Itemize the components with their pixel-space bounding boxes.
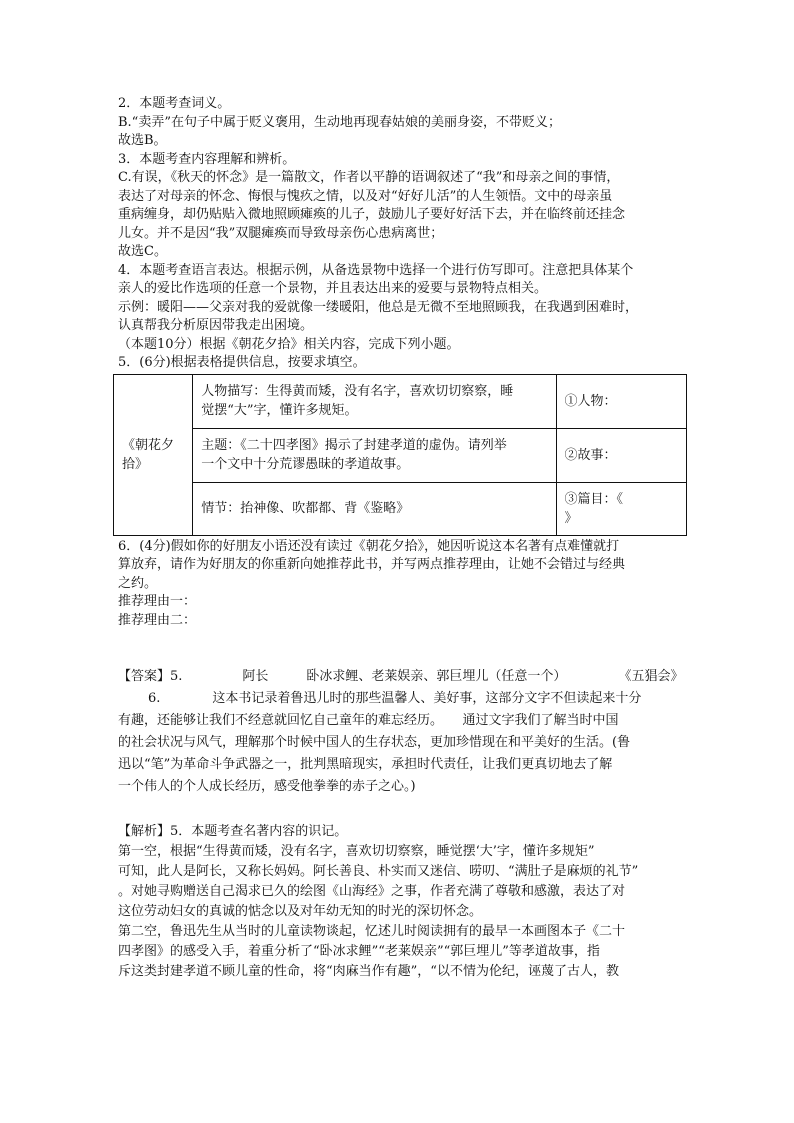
question-5-prompt: 5．(6分)根据表格提供信息，按要求填空。 [118,355,366,370]
document-page [118,95,688,982]
analysis-text: 斥这类封建孝道不顾儿童的性命，将“肉麻当作有趣”，“以不情为伦纪，诬蔑了古人，教 [118,964,619,979]
answer-blank-3: 《五猖会》 [618,669,684,684]
reason-two-label: 推荐理由二： [118,612,197,628]
analysis-text: 第二空，鲁迅先生从当时的儿童读物谈起，忆述儿时阅读拥有的最早一本画图本子《二十 [118,924,626,939]
analysis-text: 四孝图》的感受入手，着重分析了“卧冰求鲤”“老莱娱亲”“郭巨埋儿”等孝道故事，指 [118,944,600,959]
answer-blank-label: ①人物： [564,393,617,409]
description-cell [193,482,556,535]
text-line: C.有误，《秋天的怀念》是一篇散文，作者以平静的语调叙述了“我”和母亲之间的事情， [118,170,620,185]
answer-blank-label: ③篇目：《 [564,491,624,507]
description-text: 主题：《二十四孝图》揭示了封建孝道的虚伪。请列举 [201,438,507,453]
answer-blank-cell[interactable] [556,428,686,482]
answer-label: 【答案】5. [118,669,183,684]
text-line: 之约。 [118,575,158,591]
answer-blank-cell[interactable] [556,482,686,535]
table-row [114,482,687,535]
answer-question-number: 6. [148,691,161,706]
answer-explanations-2-4 [118,95,688,373]
text-line: 儿女。并不是因“我”双腿瘫痪而导致母亲伤心患病离世； [118,225,444,241]
text-line: 重病缠身，却仍贴贴入微地照顾瘫痪的儿子，鼓励儿子要好好活下去，并在临终前还挂念 [118,207,626,222]
text-line: B.“卖弄”在句子中属于贬义褒用，生动地再现春姑娘的美丽身姿，不带贬义； [118,114,561,130]
answer-blank-label: ②故事： [564,447,617,463]
analysis-text: 可知，此人是阿长，又称长妈妈。阿长善良、朴实而又迷信、唠叨、“满肚子是麻烦的礼节” [118,864,639,879]
text-line: 亲人的爱比作选项的任意一个景物，并且表达出来的爱要与景物特点相关。 [118,281,548,296]
analysis-text: 第一空，根据“生得黄而矮，没有名字，喜欢切切察察，睡觉摆‘大’字，懂许多规矩” [118,844,595,859]
analysis-text: 这位劳动妇女的真诚的惦念以及对年幼无知的时光的深切怀念。 [118,904,483,919]
analysis-section [118,822,688,982]
answer-text: 一个伟人的个人成长经历，感受他拳拳的赤子之心。) [118,779,416,794]
question-5-table [113,374,687,536]
text-line: 故选B。 [118,133,167,148]
description-text: 一个文中十分荒谬愚昧的孝道故事。 [201,457,410,472]
answer-blank-cell[interactable] [556,374,686,428]
book-title-cell [114,374,193,535]
answer-text: 有趣，还能够让我们不经意就回忆自己童年的难忘经历。 通过文字我们了解当时中国 [118,713,619,728]
text-line: 示例：暖阳——父亲对我的爱就像一缕暖阳，他总是无微不至地照顾我，在我遇到困难时， [118,299,639,315]
analysis-text: 。对她寻购赠送自己渴求已久的绘图《山海经》之事，作者充满了尊敬和感激，表达了对 [118,884,626,899]
text-line: 表达了对母亲的怀念、悔恨与愧疚之情，以及对“好好儿活”的人生领悟。文中的母亲虽 [118,188,613,204]
answer-text: 的社会状况与风气，理解那个时候中国人的生存状态，更加珍惜现在和平美好的生活。(鲁 [118,735,631,750]
text-line: 6．(4分)假如你的好朋友小语还没有读过《朝花夕拾》，她因听说这本名著有点难懂就打 [118,538,620,554]
description-cell [193,374,556,428]
text-line: 认真帮我分析原因带我走出困境。 [118,318,314,333]
text-line: 2．本题考查词义。 [118,96,231,111]
table-row [114,374,687,428]
reason-one-label: 推荐理由一： [118,594,197,609]
answer-blank-1: 阿长 [242,669,269,684]
question-6 [118,538,688,631]
answer-line [118,688,688,710]
answer-blank-2: 卧冰求鲤、老莱娱亲、郭巨埋儿（任意一个） [306,669,567,684]
answer-blank-label: 》 [564,510,578,526]
table-row [114,428,687,482]
book-title-line: 拾》 [122,456,149,472]
text-line: 3．本题考查内容理解和辨析。 [118,151,296,167]
answer-line [118,666,688,688]
answer-text: 迅以“笔”为革命斗争武器之一，批判黑暗现实，承担时代责任，让我们更真切地去了解 [118,757,613,772]
book-title-line: 《朝花夕 [122,437,175,453]
answer-section [118,666,688,798]
description-text: 人物描写：生得黄而矮，没有名字，喜欢切切察察，睡 [201,384,514,399]
text-line: 4．本题考查语言表达。根据示例，从备选景物中选择一个进行仿写即可。注意把具体某个 [118,262,634,278]
description-text: 觉摆“大”字，懂许多规矩。 [201,403,358,418]
description-cell [193,428,556,482]
text-line: 故选C。 [118,244,167,259]
answer-text: 这本书记录着鲁迅儿时的那些温馨人、美好事，这部分文字不但读起来十分 [212,691,642,706]
text-line: 算放弃，请作为好朋友的你重新向她推荐此书，并写两点推荐理由，让她不会错过与经典 [118,557,626,572]
description-text: 情节：抬神像、吹都都、背《鉴略》 [201,501,410,516]
analysis-heading: 【解析】5．本题考查名著内容的识记。 [118,824,348,839]
section-heading: （本题10分）根据《朝花夕拾》相关内容，完成下列小题。 [118,336,460,352]
